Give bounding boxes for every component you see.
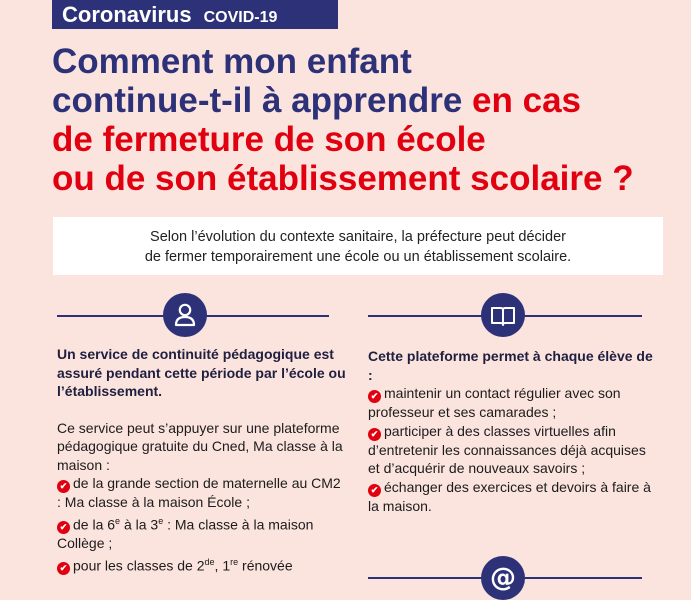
person-icon-badge — [163, 293, 207, 337]
check-icon: ✔ — [368, 390, 381, 403]
title-line-2 — [52, 81, 687, 120]
check-icon: ✔ — [368, 484, 381, 497]
left-item-2-text-b: à la 3 — [120, 516, 159, 533]
book-icon-badge — [481, 293, 525, 337]
left-item-3-sup-2: re — [230, 556, 239, 567]
right-item-3 — [368, 478, 660, 516]
banner-title: Coronavirus — [62, 2, 192, 27]
title-line-3: de fermeture de son école — [52, 120, 486, 159]
left-item-2-sup-1: e — [115, 515, 121, 526]
title-line-2-red: en cas — [472, 81, 582, 120]
banner-subtitle: COVID-19 — [203, 9, 278, 26]
left-item-2 — [57, 512, 347, 553]
left-item-1-text: de la grande section de maternelle au CM2 : Ma classe à la maison École ; — [57, 475, 341, 510]
topic-banner — [52, 0, 338, 29]
left-body: Ce service peut s’appuyer sur une plateforme pédagogique gratuite du Cned, Ma classe à la maison : — [57, 419, 343, 473]
check-icon: ✔ — [57, 521, 70, 534]
title-line-1: Comment mon enfant — [52, 42, 412, 81]
right-column — [368, 347, 660, 515]
right-item-1 — [368, 384, 660, 422]
title-line-2-blue: continue-t-il à apprendre — [52, 81, 463, 120]
page-title — [52, 42, 687, 198]
right-lead: Cette plateforme permet à chaque élève de : — [368, 348, 653, 383]
left-item-2-text-c: : Ma classe à la maison Collège ; — [57, 516, 314, 552]
left-lead: Un service de continuité pédagogique est assuré pendant cette période par l’école ou l’établissement. — [57, 346, 346, 399]
left-item-3-sup-1: de — [204, 556, 215, 567]
intro-line-2: de fermer temporairement une école ou un établissement scolaire. — [144, 249, 572, 265]
title-line-4: ou de son établissement scolaire ? — [52, 159, 634, 198]
at-icon-badge — [481, 556, 525, 600]
right-item-3-text: échanger des exercices et devoirs à faire à la maison. — [368, 478, 651, 514]
left-item-3-text-c: rénovée — [238, 557, 293, 574]
check-icon: ✔ — [368, 428, 381, 441]
intro-box — [53, 217, 663, 275]
book-icon — [489, 303, 517, 327]
intro-line-1: Selon l’évolution du contexte sanitaire, la préfecture peut décider — [150, 229, 566, 245]
left-item-3-text-b: , 1 — [214, 557, 231, 574]
check-icon: ✔ — [57, 480, 70, 493]
left-item-2-sup-2: e — [158, 515, 164, 526]
check-icon: ✔ — [57, 562, 70, 575]
left-item-3 — [57, 553, 347, 576]
right-item-2-text: participer à des classes virtuelles afin d’entretenir les connaissances déjà acquises et d’acquérir de nouveaux savoirs ; — [368, 422, 646, 476]
person-icon — [172, 302, 198, 328]
left-item-2-text-a: de la 6 — [73, 516, 116, 533]
left-item-3-text-a: pour les classes de 2 — [73, 557, 205, 574]
right-item-2 — [368, 422, 660, 478]
left-item-1 — [57, 474, 347, 512]
right-item-1-text: maintenir un contact régulier avec son professeur et ses camarades ; — [368, 385, 621, 420]
at-sign-icon: @ — [490, 563, 516, 593]
left-column — [57, 345, 347, 575]
